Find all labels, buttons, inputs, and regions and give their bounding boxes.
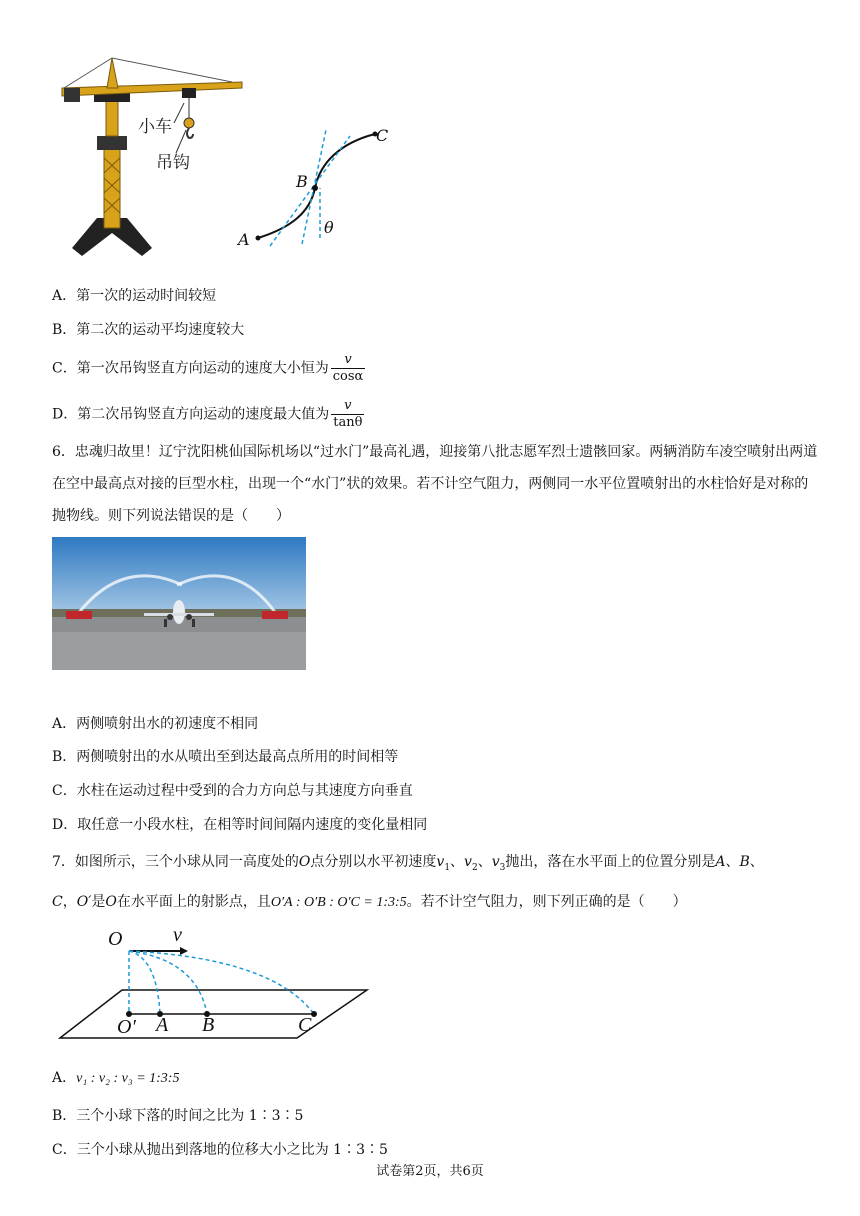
q7-option-a-prefix: A． [52, 1070, 77, 1086]
hook-label: 吊钩 [156, 153, 190, 173]
q7-o-prime: O′ [76, 894, 92, 910]
q7-stem-line2 [52, 892, 687, 913]
q7-sep: 、 [725, 854, 740, 870]
q7-option-c: C．三个小球从抛出到落地的位移大小之比为 1∶3∶5 [52, 1142, 388, 1158]
q7-text: 是 [91, 894, 106, 910]
fig-o-prime-label: O′ [117, 1016, 136, 1038]
q7-text: 抛出，落在水平面上的位置分别是 [505, 854, 716, 870]
crane-figure [52, 48, 252, 268]
q6-option-c: C．水柱在运动过程中受到的合力方向总与其速度方向垂直 [52, 783, 413, 799]
q7-text: 点分别以水平初速度 [310, 854, 437, 870]
fraction-den: tanθ [333, 415, 363, 430]
q7-sep: 、 [749, 854, 764, 870]
q6-option-d: D．取任意一小段水柱，在相等时间间隔内速度的变化量相同 [52, 817, 428, 833]
q5-option-d [52, 398, 364, 431]
q6-option-a: A．两侧喷射出水的初速度不相同 [52, 716, 259, 732]
fraction-num: v [344, 398, 352, 413]
q6-option-b: B．两侧喷射出的水从喷出至到达最高点所用的时间相等 [52, 749, 399, 765]
q5-option-c [52, 352, 365, 385]
q7-b: B [739, 854, 750, 870]
q5-option-c-text: C．第一次吊钩竖直方向运动的速度大小恒为 [52, 360, 329, 377]
q7-v2-sub: 2 [471, 862, 478, 873]
fraction-v-tan [331, 398, 364, 431]
fig-o-label: O [108, 928, 123, 950]
q7-text: 7．如图所示，三个小球从同一高度处的 [52, 854, 299, 870]
fraction-num: v [344, 352, 352, 367]
q7-o: O [105, 894, 117, 910]
angle-theta-label: θ [324, 218, 334, 237]
q7-option-b: B．三个小球下落的时间之比为 1∶3∶5 [52, 1108, 304, 1124]
q7-option-a-math: v₁ : v₂ : v₃ = 1:3:5 [76, 1071, 180, 1086]
point-b-label: B [296, 172, 308, 191]
q7-a: A [715, 854, 726, 870]
fig-c-label: C [298, 1014, 312, 1036]
q7-v3-sub: 3 [499, 862, 506, 873]
fig-a-label: A [156, 1014, 169, 1036]
page-footer: 试卷第2页，共6页 [376, 1164, 484, 1179]
q7-v3: v [491, 854, 500, 870]
q7-sep: 、 [477, 854, 492, 870]
q6-stem: 6．忠魂归故里！辽宁沈阳桃仙国际机场以“过水门”最高礼遇，迎接第八批志愿军烈士遗骸回家。两辆消防车凌空喷射出两道在空中最高点对接的巨型水柱，出现一个“水门”状的效果。若不计空气阻力，两侧同一水平位置喷射出的水柱恰好是对称的抛物线。则下列说法错误的是（ ） [52, 444, 818, 524]
q7-c: C [52, 894, 63, 910]
q5-option-d-text: D．第二次吊钩竖直方向运动的速度最大值为 [52, 406, 330, 423]
q5-option-a: A．第一次的运动时间较短 [52, 288, 217, 304]
q7-option-a [52, 1068, 179, 1089]
q7-ratio: O′A : O′B : O′C = 1:3:5 [270, 895, 407, 910]
q5-option-b: B．第二次的运动平均速度较大 [52, 322, 245, 338]
fraction-den: cosα [332, 369, 364, 384]
q7-text: ， [62, 894, 77, 910]
q7-sep: 、 [450, 854, 465, 870]
point-a-label: A [238, 230, 250, 249]
q7-o: O [298, 854, 311, 870]
q7-v1-sub: 1 [444, 862, 451, 873]
q7-v2: v [464, 854, 472, 870]
q7-stem-line1 [52, 852, 764, 878]
q7-v1: v [436, 854, 445, 870]
fig-v-label: v [173, 924, 182, 946]
airport-water-gate-photo [52, 537, 306, 670]
fraction-v-cos [331, 352, 366, 385]
q7-text: 。若不计空气阻力，则下列正确的是（ ） [406, 894, 687, 910]
trolley-label: 小车 [138, 117, 172, 137]
q7-text: 在水平面上的射影点，且 [116, 894, 271, 910]
fig-b-label: B [202, 1014, 215, 1036]
point-c-label: C [376, 126, 389, 145]
